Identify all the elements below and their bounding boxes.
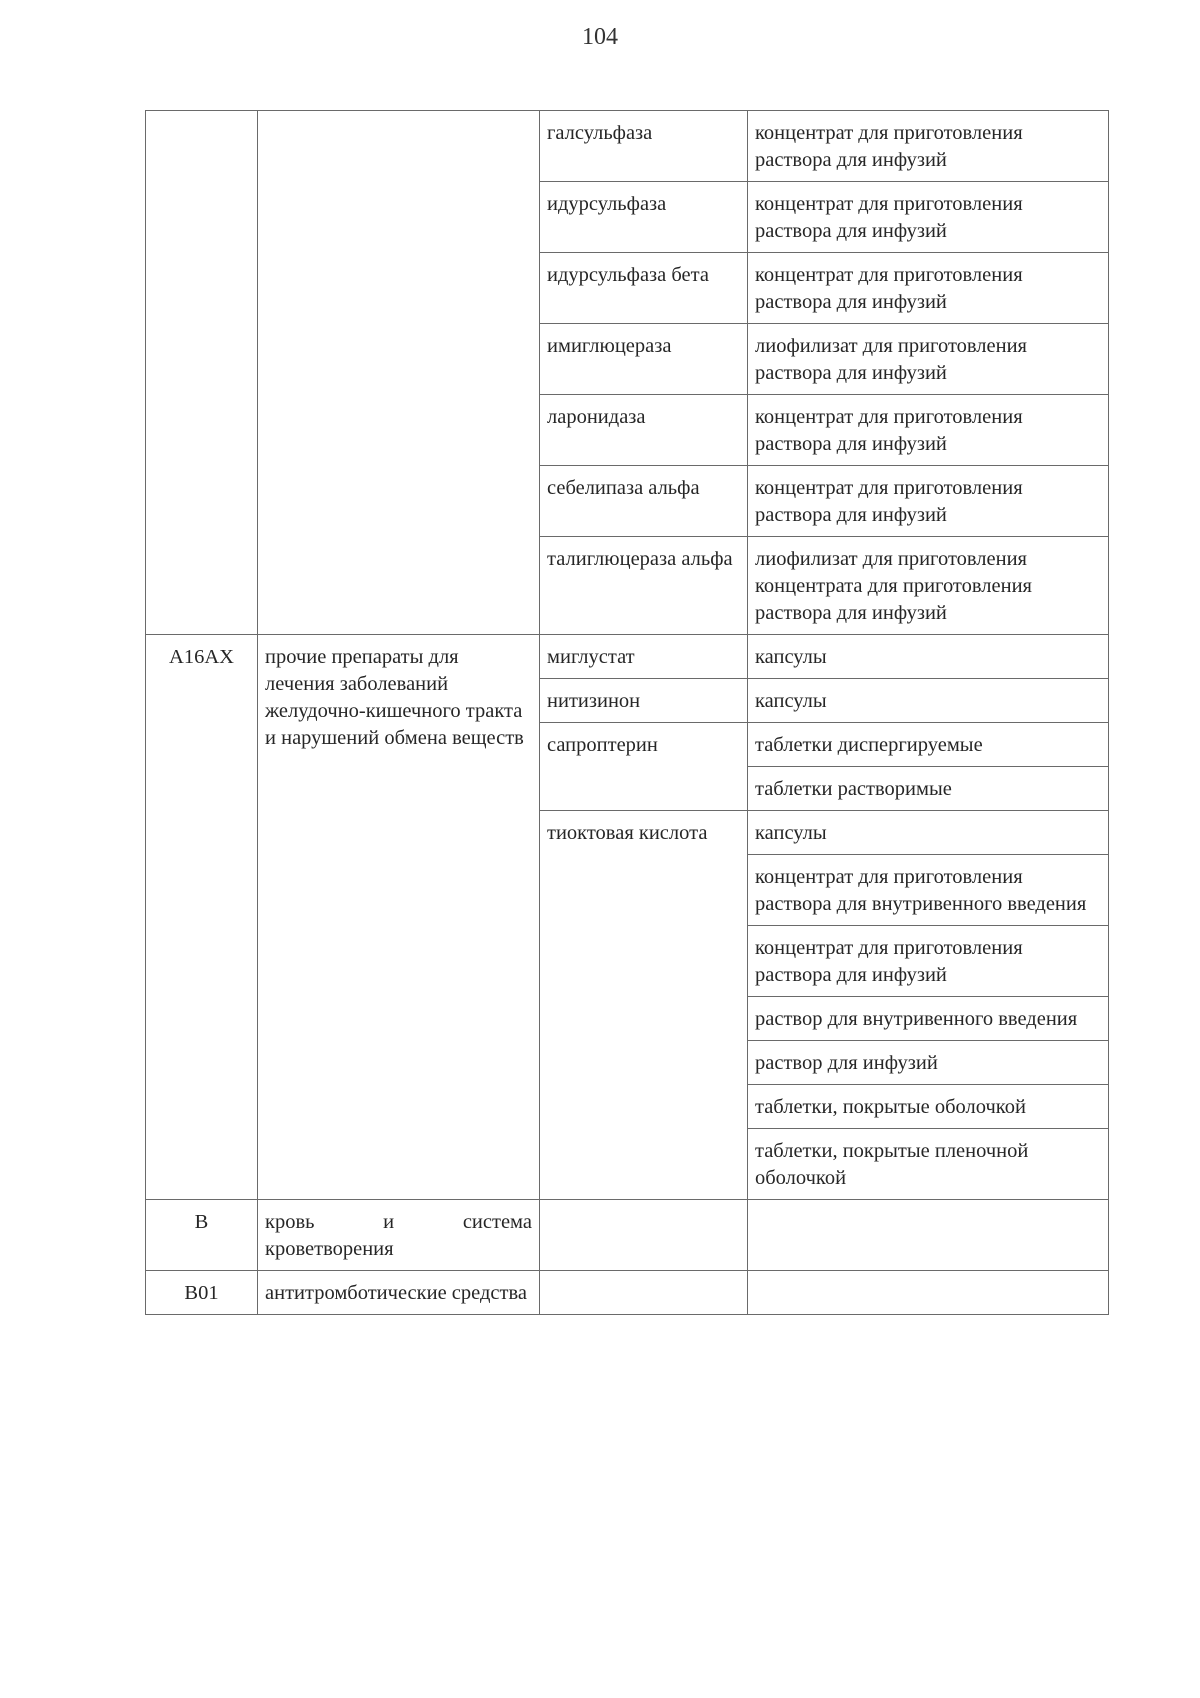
dosage-form-cell	[748, 1271, 1109, 1315]
drug-name-cell: миглустат	[540, 635, 748, 679]
atc-code-cell: B	[146, 1200, 258, 1271]
drug-name-cell	[540, 1200, 748, 1271]
dosage-form-cell: концентрат для приготовления раствора для инфузий	[748, 111, 1109, 182]
drug-name-cell: талиглюцераза альфа	[540, 537, 748, 635]
dosage-form-cell: концентрат для приготовления раствора для инфузий	[748, 395, 1109, 466]
table-row	[146, 635, 1109, 679]
dosage-form-cell: капсулы	[748, 635, 1109, 679]
atc-group-cell	[258, 111, 540, 635]
atc-code-cell: A16AX	[146, 635, 258, 1200]
dosage-form-cell: раствор для инфузий	[748, 1041, 1109, 1085]
dosage-form-cell: раствор для внутривенного введения	[748, 997, 1109, 1041]
drug-name-cell: идурсульфаза бета	[540, 253, 748, 324]
dosage-form-cell: концентрат для приготовления раствора для инфузий	[748, 182, 1109, 253]
drug-name-cell: ларонидаза	[540, 395, 748, 466]
drug-table	[145, 110, 1109, 1315]
dosage-form-cell: концентрат для приготовления раствора для инфузий	[748, 466, 1109, 537]
atc-group-cell: антитромботические средства	[258, 1271, 540, 1315]
atc-code-cell: B01	[146, 1271, 258, 1315]
drug-name-cell: себелипаза альфа	[540, 466, 748, 537]
drug-name-cell	[540, 1271, 748, 1315]
table-row	[146, 111, 1109, 182]
dosage-form-cell	[748, 1200, 1109, 1271]
dosage-form-cell: капсулы	[748, 679, 1109, 723]
atc-code-cell	[146, 111, 258, 635]
drug-name-cell: нитизинон	[540, 679, 748, 723]
atc-group-cell: кровь и система кроветворения	[258, 1200, 540, 1271]
drug-name-cell: имиглюцераза	[540, 324, 748, 395]
drug-name-cell: тиоктовая кислота	[540, 811, 748, 1200]
dosage-form-cell: таблетки, покрытые оболочкой	[748, 1085, 1109, 1129]
dosage-form-cell: таблетки диспергируемые	[748, 723, 1109, 767]
atc-group-cell: прочие препараты для лечения заболеваний желудочно-кишечного тракта и нарушений обмена веществ	[258, 635, 540, 1200]
dosage-form-cell: концентрат для приготовления раствора для инфузий	[748, 926, 1109, 997]
dosage-form-cell: концентрат для приготовления раствора для внутривенного введения	[748, 855, 1109, 926]
dosage-form-cell: концентрат для приготовления раствора для инфузий	[748, 253, 1109, 324]
dosage-form-cell: таблетки, покрытые пленочной оболочкой	[748, 1129, 1109, 1200]
dosage-form-cell: капсулы	[748, 811, 1109, 855]
dosage-form-cell: лиофилизат для приготовления раствора для инфузий	[748, 324, 1109, 395]
page-number: 104	[582, 24, 618, 50]
table-row	[146, 1200, 1109, 1271]
drug-name-cell: галсульфаза	[540, 111, 748, 182]
drug-name-cell: сапроптерин	[540, 723, 748, 811]
drug-name-cell: идурсульфаза	[540, 182, 748, 253]
table-row	[146, 1271, 1109, 1315]
dosage-form-cell: таблетки растворимые	[748, 767, 1109, 811]
dosage-form-cell: лиофилизат для приготовления концентрата для приготовления раствора для инфузий	[748, 537, 1109, 635]
